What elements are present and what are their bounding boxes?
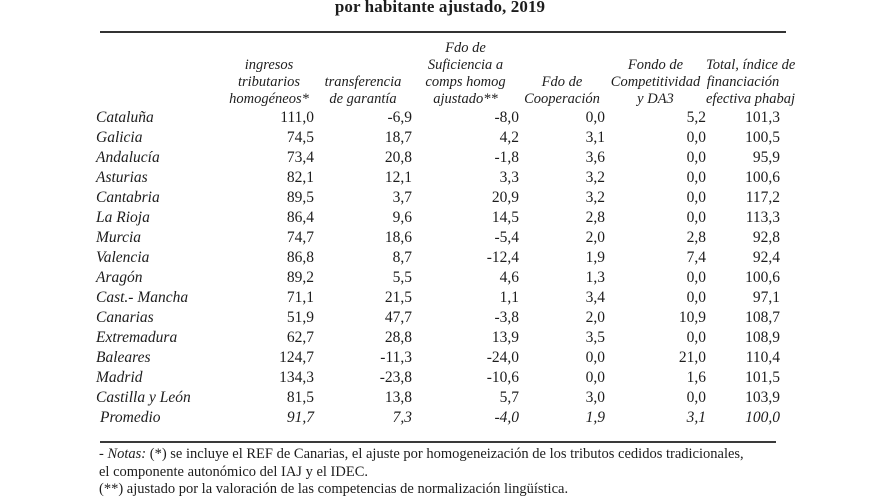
cell-value-c4: 3,2 (585, 169, 605, 186)
cell-value-c6: 108,7 (745, 309, 780, 326)
row-label: Valencia (96, 249, 150, 266)
financing-table (96, 40, 796, 428)
cell-value-c3: 14,5 (491, 209, 519, 226)
header-line: ajustado** (433, 91, 498, 107)
cell-value-c6: 100,5 (745, 129, 780, 146)
cell-value-c6: 92,4 (752, 249, 780, 266)
cell-value-c1: 62,7 (286, 329, 314, 346)
cell-value-c6: 100,6 (745, 269, 780, 286)
table-row (96, 328, 780, 348)
cell-value-c2: 9,6 (392, 209, 412, 226)
cell-value-c4: 2,0 (585, 309, 605, 326)
table-row (96, 148, 780, 168)
header-line: comps homog (425, 74, 506, 90)
header-row (96, 40, 780, 108)
cell-value-c1: 134,3 (279, 369, 314, 386)
cell-value-c4: 0,0 (585, 349, 605, 366)
cell-value-c3: 4,6 (499, 269, 519, 286)
cell-value-c1: 81,5 (286, 389, 314, 406)
row-label: Canarias (96, 309, 154, 326)
cell-value-c2: 7,3 (392, 409, 412, 426)
cell-value-c3: 3,3 (499, 169, 519, 186)
cell-value-c3: 1,1 (499, 289, 519, 306)
column-header-fondo-competitividad (605, 40, 706, 108)
cell-value-c6: 117,2 (745, 189, 780, 206)
row-label: Promedio (100, 409, 161, 426)
cell-value-c5: 0,0 (686, 389, 706, 406)
cell-value-c2: -6,9 (387, 109, 412, 126)
row-label: Extremadura (96, 329, 178, 346)
cell-value-c1: 86,8 (286, 249, 314, 266)
cell-value-c4: 0,0 (585, 109, 605, 126)
table-row (96, 308, 780, 328)
cell-value-c2: 18,7 (384, 129, 412, 146)
cell-value-c4: 3,4 (585, 289, 605, 306)
table-row (96, 268, 780, 288)
cell-value-c3: -8,0 (494, 109, 519, 126)
cell-value-c6: 97,1 (752, 289, 780, 306)
cell-value-c5: 0,0 (686, 269, 706, 286)
column-header-region (96, 40, 224, 108)
cell-value-c6: 101,3 (745, 109, 780, 126)
cell-value-c1: 51,9 (286, 309, 314, 326)
table-row (96, 188, 780, 208)
cell-value-c6: 110,4 (745, 349, 780, 366)
cell-value-c6: 103,9 (745, 389, 780, 406)
cell-value-c2: 28,8 (384, 329, 412, 346)
cell-value-c5: 0,0 (686, 169, 706, 186)
cell-value-c5: 1,6 (686, 369, 706, 386)
row-label: Andalucía (96, 149, 160, 166)
cell-value-c5: 21,0 (678, 349, 706, 366)
cell-value-c3: 20,9 (491, 189, 519, 206)
cell-value-c4: 1,9 (585, 409, 605, 426)
cell-value-c3: 13,9 (491, 329, 519, 346)
header-line: y DA3 (637, 91, 674, 107)
header-line: Cooperación (524, 91, 600, 107)
column-header-fdo-cooperacion (519, 40, 605, 108)
cell-value-c4: 2,8 (585, 209, 605, 226)
cell-value-c2: 18,6 (384, 229, 412, 246)
cell-value-c2: -11,3 (380, 349, 412, 366)
header-line: Fdo de (445, 40, 486, 56)
table-top-rule (100, 31, 786, 33)
header-line: Total, índice de (706, 57, 796, 73)
cell-value-c1: 89,5 (286, 189, 314, 206)
page-title (0, 0, 880, 18)
cell-value-c2: 12,1 (384, 169, 412, 186)
row-label: Asturias (96, 169, 148, 186)
row-label: La Rioja (96, 209, 150, 226)
table-row (96, 388, 780, 408)
row-label: Cast.- Mancha (96, 289, 189, 306)
cell-value-c6: 92,8 (752, 229, 780, 246)
header-line: efectiva phabaj (706, 91, 795, 107)
table-header (96, 40, 796, 108)
cell-value-c3: -5,4 (494, 229, 519, 246)
table-row (96, 208, 780, 228)
column-header-fdo-suficiencia (412, 40, 519, 108)
cell-value-c3: -24,0 (486, 349, 519, 366)
cell-value-c1: 86,4 (286, 209, 314, 226)
row-label: Castilla y León (96, 389, 191, 406)
cell-value-c4: 3,5 (585, 329, 605, 346)
note-line-1 (99, 446, 869, 464)
cell-value-c5: 0,0 (686, 329, 706, 346)
cell-value-c2: 13,8 (384, 389, 412, 406)
table-row (96, 108, 780, 128)
table-row (96, 368, 780, 388)
cell-value-c5: 10,9 (678, 309, 706, 326)
row-label: Cataluña (96, 109, 154, 126)
cell-value-c6: 108,9 (745, 329, 780, 346)
header-line: Suficiencia a (427, 57, 504, 73)
cell-value-c6: 113,3 (745, 209, 780, 226)
table-bottom-rule (100, 441, 776, 443)
row-label: Madrid (96, 369, 143, 386)
cell-value-c5: 3,1 (686, 409, 706, 426)
note-line-3: (**) ajustado por la valoración de las competencias de normalización lingüística. (99, 481, 569, 497)
row-label: Galicia (96, 129, 143, 146)
cell-value-c2: 20,8 (384, 149, 412, 166)
table-row (96, 348, 780, 368)
title-line: por habitante ajustado, 2019 (334, 0, 546, 16)
cell-value-c6: 100,0 (745, 409, 780, 426)
header-line: homogéneos* (229, 91, 309, 107)
column-header-ingresos-tributarios (224, 40, 314, 108)
cell-value-c5: 0,0 (686, 129, 706, 146)
cell-value-c4: 0,0 (585, 369, 605, 386)
cell-value-c1: 74,7 (286, 229, 314, 246)
cell-value-c3: 4,2 (499, 129, 519, 146)
column-header-total-indice (706, 40, 796, 108)
cell-value-c2: 8,7 (392, 249, 412, 266)
header-line: Fdo de (541, 74, 583, 90)
cell-value-c1: 73,4 (286, 149, 314, 166)
cell-value-c5: 0,0 (686, 289, 706, 306)
row-label: Aragón (96, 269, 143, 286)
cell-value-c4: 3,6 (585, 149, 605, 166)
header-line: Fondo de (627, 57, 684, 73)
cell-value-c2: 21,5 (384, 289, 412, 306)
cell-value-c2: -23,8 (379, 369, 412, 386)
cell-value-c4: 1,3 (585, 269, 605, 286)
header-line: ingresos (244, 57, 294, 73)
note-line-2: el componente autonómico del IAJ y el IDEC. (99, 463, 368, 480)
cell-value-c2: 47,7 (384, 309, 412, 326)
note-text-1: (*) se incluye el REF de Canarias, el ajuste por homogeneización de los tributos cedidos tradicionales, (149, 446, 744, 462)
table-notes (99, 446, 869, 499)
cell-value-c3: -1,8 (494, 149, 519, 166)
cell-value-c1: 111,0 (280, 109, 314, 126)
header-line: Competitividad (610, 74, 701, 90)
header-line: de garantía (329, 91, 397, 107)
row-label: Cantabria (96, 189, 160, 206)
cell-value-c4: 1,9 (585, 249, 605, 266)
cell-value-c6: 95,9 (752, 149, 780, 166)
cell-value-c1: 71,1 (286, 289, 314, 306)
cell-value-c1: 74,5 (286, 129, 314, 146)
header-line: tributarios (237, 74, 301, 90)
table-row (96, 288, 780, 308)
cell-value-c6: 101,5 (745, 369, 780, 386)
table-row (96, 248, 780, 268)
cell-value-c6: 100,6 (745, 169, 780, 186)
cell-value-c4: 3,0 (585, 389, 605, 406)
cell-value-c2: 5,5 (392, 269, 412, 286)
cell-value-c1: 82,1 (286, 169, 314, 186)
cell-value-c5: 2,8 (686, 229, 706, 246)
cell-value-c1: 89,2 (286, 269, 314, 286)
cell-value-c1: 124,7 (279, 349, 314, 366)
column-header-transferencia-garantia (314, 40, 412, 108)
cell-value-c5: 0,0 (686, 209, 706, 226)
row-label: Baleares (96, 349, 151, 366)
cell-value-c5: 7,4 (686, 249, 706, 266)
cell-value-c3: -10,6 (486, 369, 519, 386)
header-line: transferencia (324, 74, 402, 90)
cell-value-c1: 91,7 (286, 409, 314, 426)
table-row (96, 168, 780, 188)
cell-value-c5: 0,0 (686, 149, 706, 166)
header-line: financiación (706, 74, 780, 90)
table-body (96, 108, 780, 428)
table-row (96, 228, 780, 248)
cell-value-c2: 3,7 (392, 189, 412, 206)
table-row-total (96, 408, 780, 428)
cell-value-c4: 2,0 (585, 229, 605, 246)
notes-label: - Notas: (99, 446, 147, 462)
row-label: Murcia (96, 229, 142, 246)
cell-value-c3: -4,0 (494, 409, 519, 426)
cell-value-c5: 5,2 (686, 109, 706, 126)
cell-value-c3: 5,7 (499, 389, 519, 406)
cell-value-c5: 0,0 (686, 189, 706, 206)
cell-value-c4: 3,2 (585, 189, 605, 206)
cell-value-c3: -12,4 (486, 249, 519, 266)
cell-value-c4: 3,1 (585, 129, 605, 146)
cell-value-c3: -3,8 (494, 309, 519, 326)
table-row (96, 128, 780, 148)
